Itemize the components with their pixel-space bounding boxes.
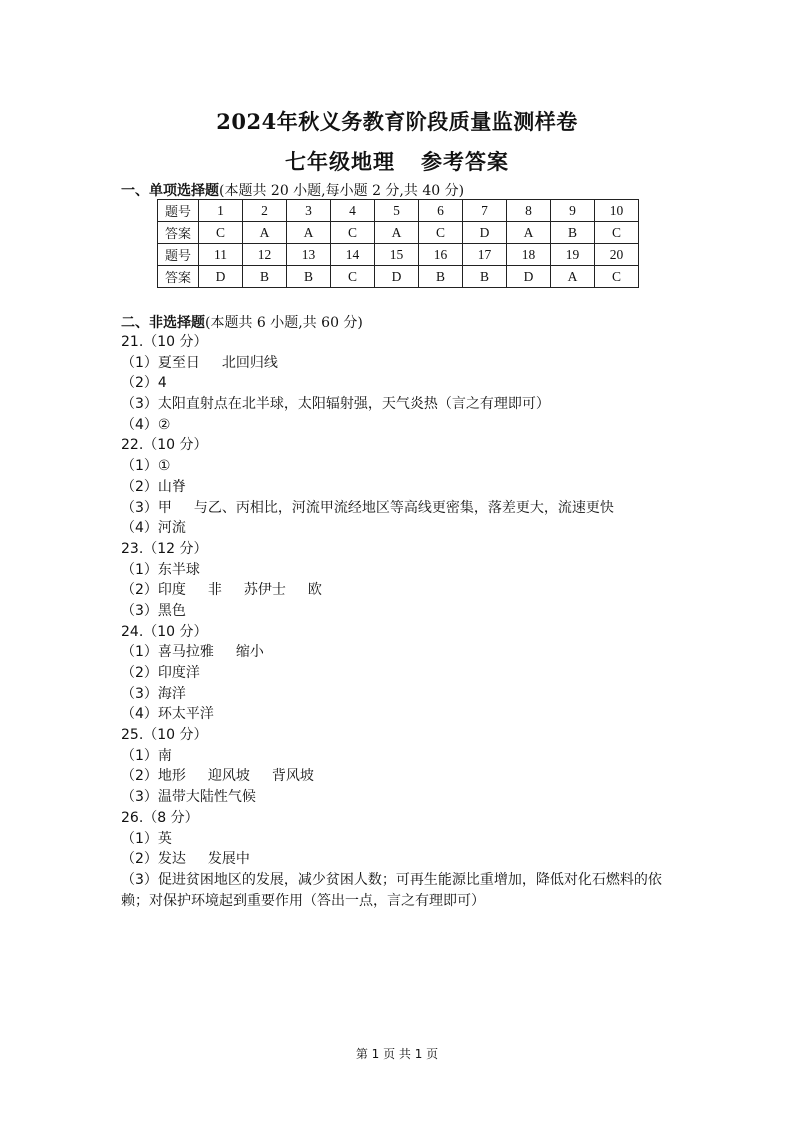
table-cell: C (331, 266, 375, 288)
table-cell: 18 (507, 244, 551, 266)
table-cell: D (375, 266, 419, 288)
table-cell: 4 (331, 200, 375, 222)
table-cell: 14 (331, 244, 375, 266)
section-2-note: (本题共 6 小题,共 60 分) (205, 315, 363, 331)
table-cell: 17 (463, 244, 507, 266)
answer-line (121, 766, 681, 787)
table-cell: 6 (419, 200, 463, 222)
table-cell: C (595, 266, 639, 288)
table-cell: 13 (287, 244, 331, 266)
table-header-cell: 题号 (158, 200, 199, 222)
answer-line: （4）② (121, 416, 171, 433)
table-cell: D (507, 266, 551, 288)
table-cell: A (287, 222, 331, 244)
answer-line: （3）促进贫困地区的发展，减少贫困人数；可再生能源比重增加，降低对化石燃料的依赖；对保护环境起到重要作用（答出一点，言之有理即可） (121, 871, 662, 909)
section-2-heading (121, 312, 363, 332)
table-row (158, 200, 639, 222)
table-cell: 16 (419, 244, 463, 266)
table-cell: B (551, 222, 595, 244)
table-header-cell: 答案 (158, 222, 199, 244)
table-cell: C (595, 222, 639, 244)
answer-text: 背风坡 (271, 768, 314, 785)
table-cell: A (243, 222, 287, 244)
table-row (158, 244, 639, 266)
table-row (158, 266, 639, 288)
answer-line: （3）太阳直射点在北半球，太阳辐射强，天气炎热（言之有理即可） (121, 396, 550, 413)
table-cell: B (243, 266, 287, 288)
table-header-cell: 答案 (158, 266, 199, 288)
answer-line (121, 849, 681, 870)
answers-body (121, 332, 681, 911)
table-cell: 15 (375, 244, 419, 266)
answer-line (121, 642, 681, 663)
answer-line: （4）河流 (121, 520, 186, 537)
table-cell: 19 (551, 244, 595, 266)
table-cell: 20 (595, 244, 639, 266)
answer-table (157, 199, 639, 288)
table-cell: B (463, 266, 507, 288)
table-cell: 8 (507, 200, 551, 222)
answer-text: 北回归线 (221, 354, 278, 371)
question-heading: 26.（8 分） (121, 809, 199, 826)
answer-text: （3）甲 (121, 499, 172, 516)
question-heading: 21.（10 分） (121, 334, 208, 350)
table-cell: 1 (199, 200, 243, 222)
answer-text: 苏伊士 (243, 582, 286, 599)
table-cell: C (331, 222, 375, 244)
section-2-label: 二、非选择题 (121, 315, 205, 331)
answer-text: （1）夏至日 (121, 354, 200, 371)
answer-line: （4）环太平洋 (121, 706, 214, 723)
answer-line: （3）海洋 (121, 685, 186, 702)
table-cell: 12 (243, 244, 287, 266)
subject-label: 七年级地理 (285, 149, 395, 174)
answer-line: （1）英 (121, 830, 172, 847)
table-cell: 10 (595, 200, 639, 222)
table-cell: D (199, 266, 243, 288)
answer-line: （3）温带大陆性气候 (121, 789, 256, 806)
table-row (158, 222, 639, 244)
section-1-heading (121, 180, 464, 200)
answer-text: 发展中 (207, 851, 250, 868)
answer-text: （2）印度 (121, 582, 186, 599)
table-cell: C (199, 222, 243, 244)
answer-text: 欧 (307, 582, 322, 599)
page-subtitle (0, 146, 794, 176)
table-cell: 5 (375, 200, 419, 222)
table-cell: B (287, 266, 331, 288)
answer-text: 与乙、丙相比，河流甲流经地区等高线更密集，落差更大，流速更快 (193, 499, 614, 516)
answer-text: 迎风坡 (207, 768, 250, 785)
answer-line (121, 498, 681, 519)
table-cell: 7 (463, 200, 507, 222)
table-cell: A (375, 222, 419, 244)
answer-text: （1）喜马拉雅 (121, 644, 214, 661)
section-1-label: 一、单项选择题 (121, 183, 219, 199)
answer-line: （2）山脊 (121, 478, 186, 495)
table-cell: A (507, 222, 551, 244)
question-heading: 25.（10 分） (121, 727, 208, 744)
table-cell: 3 (287, 200, 331, 222)
table-cell: D (463, 222, 507, 244)
table-cell: 2 (243, 200, 287, 222)
page-footer: 第 1 页 共 1 页 (355, 1047, 439, 1061)
answer-line (121, 353, 681, 374)
table-cell: C (419, 222, 463, 244)
table-cell: 9 (551, 200, 595, 222)
answer-line: （1）① (121, 458, 171, 475)
table-cell: B (419, 266, 463, 288)
table-cell: A (551, 266, 595, 288)
question-heading: 23.（12 分） (121, 540, 208, 557)
section-1-note: (本题共 20 小题,每小题 2 分,共 40 分) (219, 183, 465, 199)
table-header-cell: 题号 (158, 244, 199, 266)
answer-line: （1）南 (121, 747, 172, 764)
answer-key-label: 参考答案 (421, 149, 509, 174)
answer-line: （3）黑色 (121, 602, 186, 619)
answer-line: （1）东半球 (121, 561, 200, 578)
table-cell: 11 (199, 244, 243, 266)
question-heading: 22.（10 分） (121, 437, 208, 454)
answer-line (121, 580, 681, 601)
question-heading: 24.（10 分） (121, 623, 208, 640)
page-title: 2024年秋义务教育阶段质量监测样卷 (216, 109, 578, 134)
answer-text: 非 (207, 582, 222, 599)
answer-line: （2）4 (121, 375, 167, 392)
answer-line: （2）印度洋 (121, 665, 200, 681)
answer-text: 缩小 (235, 644, 264, 661)
answer-text: （2）发达 (121, 851, 186, 868)
answer-text: （2）地形 (121, 768, 186, 785)
